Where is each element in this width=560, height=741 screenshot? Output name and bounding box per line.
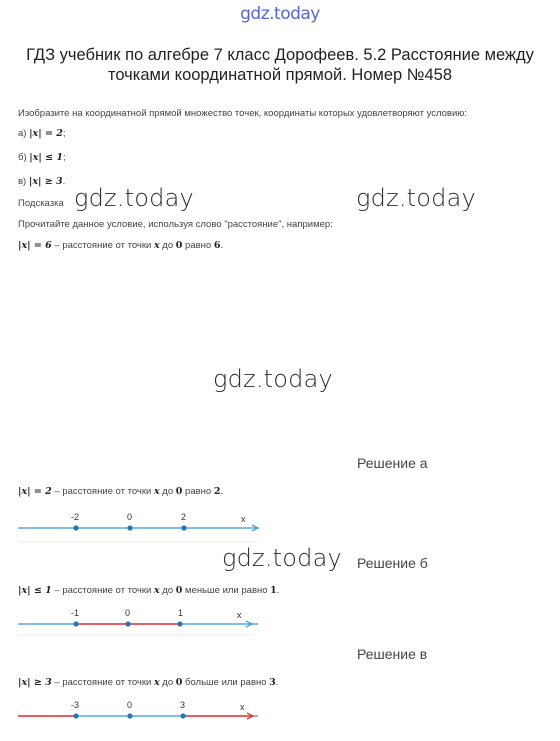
task-intro: Изобразите на координатной прямой множество точек, координаты которых удовлетворяют условию: (18, 108, 468, 119)
hint-do: до (159, 240, 176, 251)
point-marker (181, 525, 186, 530)
axis-label: x (240, 702, 245, 712)
solution-b-heading: Решение б (357, 555, 428, 571)
math-expression: |x| = 2 (18, 486, 52, 497)
text-part: – расстояние от точки (51, 486, 154, 497)
item-end: . (62, 176, 66, 187)
number-line-c-svg (18, 694, 258, 734)
text-end: . (275, 677, 279, 688)
math-zero: 0 (175, 677, 183, 688)
math-zero: 0 (175, 240, 183, 251)
number-line-c (18, 694, 258, 724)
tick-label: 2 (181, 512, 187, 522)
math-value: 1 (270, 585, 277, 596)
hint-text: Прочитайте данное условие, используя слово "расстояние", например: (18, 219, 333, 230)
text-part: равно (182, 486, 214, 497)
tick-label: -1 (71, 608, 80, 618)
point-marker (180, 713, 185, 718)
math-zero: 0 (175, 486, 183, 497)
math-expression: |x| = 6 (18, 240, 52, 251)
number-line-a (18, 506, 258, 536)
item-label: в) (18, 176, 27, 187)
number-line-b-svg (18, 602, 258, 638)
solution-a-heading: Решение а (357, 455, 428, 471)
math-value: 2 (213, 486, 221, 497)
point-marker (73, 525, 78, 530)
item-label: б) (18, 152, 27, 163)
hint-rest: – расстояние от точки (51, 240, 154, 251)
tick-label: 0 (127, 512, 133, 522)
tick-label: 1 (178, 608, 184, 618)
text-end: . (220, 486, 224, 497)
math-zero: 0 (175, 585, 183, 596)
math-x: x (153, 240, 160, 251)
axis-label: x (241, 514, 246, 524)
item-label: а) (18, 128, 27, 139)
item-end: ; (62, 128, 66, 139)
math-expression: |x| ≤ 1 (29, 152, 64, 163)
text-part: до (159, 486, 176, 497)
watermark: gdz.today (213, 365, 333, 393)
text-part: до (159, 585, 176, 596)
text-end: . (276, 585, 280, 596)
point-marker (73, 621, 78, 626)
solution-a-text (18, 486, 223, 497)
task-item-a (18, 128, 66, 139)
math-expression: |x| = 2 (29, 128, 63, 139)
hint-eq: равно (182, 240, 214, 251)
point-marker (73, 713, 78, 718)
tick-label: 3 (180, 700, 186, 710)
text-part: – расстояние от точки (51, 677, 154, 688)
math-x: x (153, 677, 160, 688)
tick-label: -2 (71, 512, 80, 522)
tick-label: 0 (125, 608, 131, 618)
math-x: x (153, 585, 160, 596)
watermark: gdz.today (74, 184, 194, 212)
task-item-c (18, 176, 65, 187)
math-x: x (153, 486, 160, 497)
point-marker (125, 621, 130, 626)
text-part: меньше или равно (182, 585, 271, 596)
text-part: больше или равно (182, 677, 270, 688)
solution-b-text (18, 585, 279, 596)
hint-example (18, 240, 223, 251)
point-marker (127, 525, 132, 530)
number-line-a-svg (18, 506, 258, 542)
math-six: 6 (213, 240, 221, 251)
watermark: gdz.today (222, 544, 342, 572)
hint-end: . (220, 240, 224, 251)
task-item-b (18, 152, 66, 163)
solution-c-text (18, 677, 278, 688)
axis-label: x (237, 610, 242, 620)
page-title: ГДЗ учебник по алгебре 7 класс Дорофеев. 5.2 Расстояние между точками координатной прямой. Номер №458 (26, 46, 534, 84)
site-logo[interactable]: gdz.today (240, 4, 320, 24)
text-part: – расстояние от точки (51, 585, 154, 596)
math-expression: |x| ≤ 1 (18, 585, 52, 596)
tick-label: -3 (71, 700, 80, 710)
item-end: ; (63, 152, 66, 163)
hint-title: Подсказка (18, 198, 64, 209)
point-marker (127, 713, 132, 718)
math-expression: |x| ≥ 3 (18, 677, 52, 688)
point-marker (177, 621, 182, 626)
math-expression: |x| ≥ 3 (28, 176, 63, 187)
solution-c-heading: Решение в (357, 646, 428, 662)
text-part: до (159, 677, 176, 688)
tick-label: 0 (127, 700, 133, 710)
math-value: 3 (269, 677, 276, 688)
number-line-b (18, 602, 258, 632)
watermark: gdz.today (356, 184, 476, 212)
